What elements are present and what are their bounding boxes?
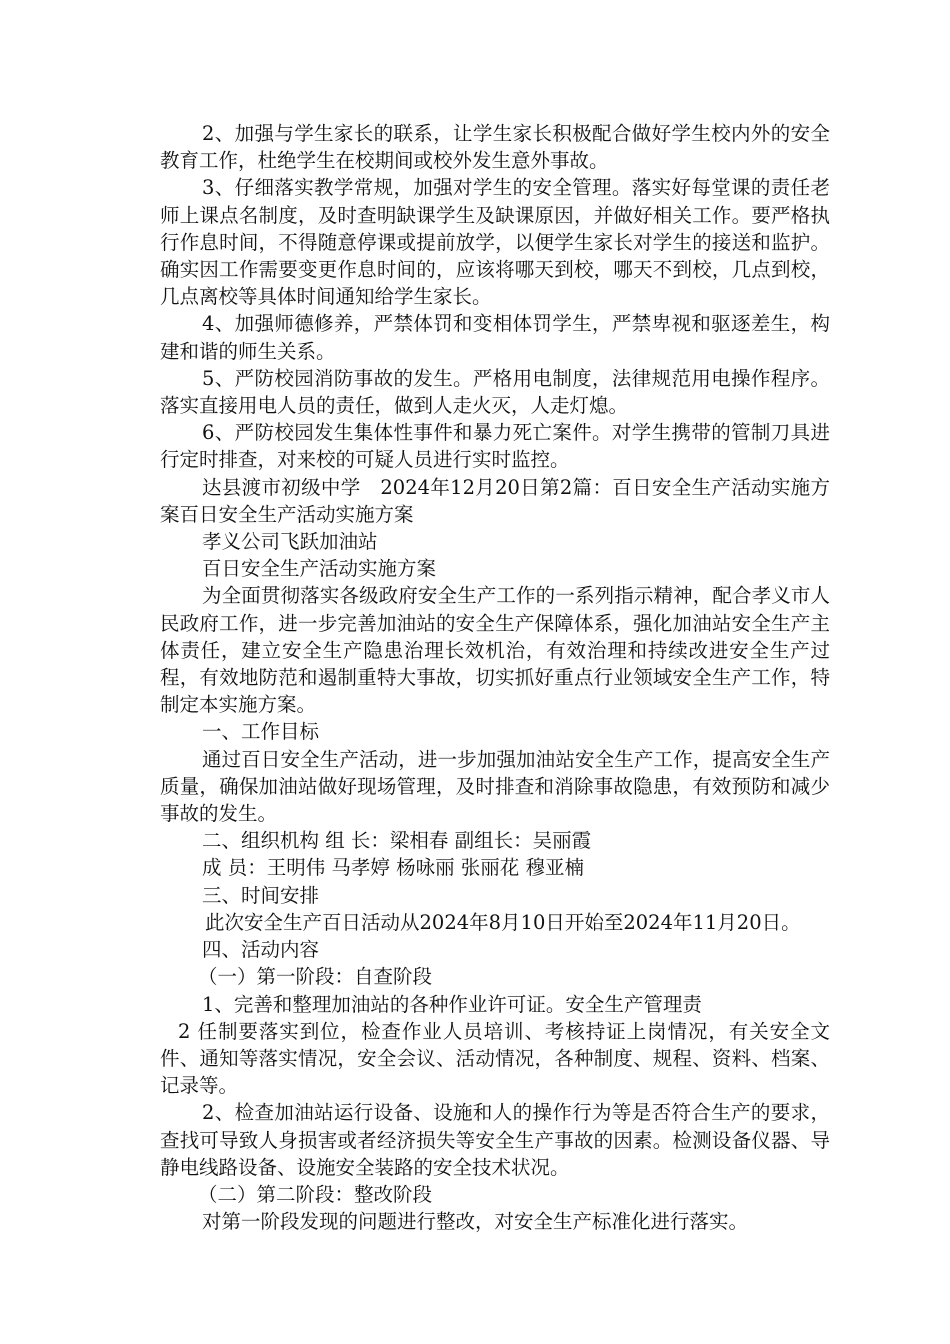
paragraph-17: （一）第一阶段：自查阶段 <box>198 965 433 989</box>
paragraph-13: 成 员：王明伟 马孝婷 杨咏丽 张丽花 穆亚楠 <box>202 856 584 880</box>
paragraph-4: 5、严防校园消防事故的发生。严格用电制度，法律规范用电操作程序。落实直接用电人员的责任，做到人走火灭，人走灯熄。 <box>160 366 830 418</box>
paragraph-8: 百日安全生产活动实施方案 <box>202 557 437 581</box>
paragraph-18: 1、完善和整理加油站的各种作业许可证。安全生产管理责 <box>202 992 702 1016</box>
paragraph-9: 为全面贯彻落实各级政府安全生产工作的一系列指示精神，配合孝义市人民政府工作，进一步完善加油站的安全生产保障体系，强化加油站安全生产主体责任，建立安全生产隐患治理长效机治，有效治理和持续改进安全生产过程，有效地防范和遏制重特大事故，切实抓好重点行业领域安全生产工作，特制定本实施方案。 <box>160 584 830 717</box>
paragraph-6: 达县渡市初级中学 2024年12月20日第2篇：百日安全生产活动实施方案百日安全生产活动实施方案 <box>160 475 830 526</box>
paragraph-22: 对第一阶段发现的问题进行整改，对安全生产标准化进行落实。 <box>202 1210 749 1234</box>
paragraph-3: 4、加强师德修养，严禁体罚和变相体罚学生，严禁卑视和驱逐差生，构建和谐的师生关系。 <box>160 312 830 363</box>
paragraph-11: 通过百日安全生产活动，进一步加强加油站安全生产工作，提高安全生产质量，确保加油站做好现场管理，及时排查和消除事故隐患，有效预防和减少事故的发生。 <box>160 747 830 826</box>
paragraph-14: 三、时间安排 <box>202 883 320 907</box>
paragraph-15: 此次安全生产百日活动从2024年8月10日开始至2024年11月20日。 <box>205 910 801 934</box>
paragraph-20: 2、检查加油站运行设备、设施和人的操作行为等是否符合生产的要求，查找可导致人身损害或者经济损失等安全生产事故的因素。检测设备仪器、导静电线路设备、设施安全装路的安全技术状况。 <box>160 1101 830 1179</box>
paragraph-16: 四、活动内容 <box>202 938 320 962</box>
paragraph-1: 2、加强与学生家长的联系，让学生家长积极配合做好学生校内外的安全教育工作，杜绝学生在校期间或校外发生意外事故。 <box>160 122 830 173</box>
paragraph-7: 孝义公司飞跃加油站 <box>202 530 378 554</box>
paragraph-12: 二、组织机构 组 长：梁相春 副组长：吴丽霞 <box>202 829 592 853</box>
paragraph-2: 3、仔细落实教学常规，加强对学生的安全管理。落实好每堂课的责任老师上课点名制度，及时查明缺课学生及缺课原因，并做好相关工作。要严格执行作息时间，不得随意停课或提前放学，以便学生家长对学生的接送和监护。确实因工作需要变更作息时间的，应该将哪天到校，哪天不到校，几点到校，几点离校等具体时间通知给学生家长。 <box>160 176 830 309</box>
document-page <box>160 120 830 1235</box>
paragraph-19: 2 任制要落实到位，检查作业人员培训、考核持证上岗情况，有关安全文件、通知等落实情况，安全会议、活动情况，各种制度、规程、资料、档案、记录等。 <box>160 1019 830 1098</box>
paragraph-21: （二）第二阶段：整改阶段 <box>198 1182 433 1206</box>
paragraph-10: 一、工作目标 <box>202 720 320 744</box>
paragraph-5: 6、严防校园发生集体性事件和暴力死亡案件。对学生携带的管制刀具进行定时排查，对来校的可疑人员进行实时监控。 <box>160 421 830 472</box>
